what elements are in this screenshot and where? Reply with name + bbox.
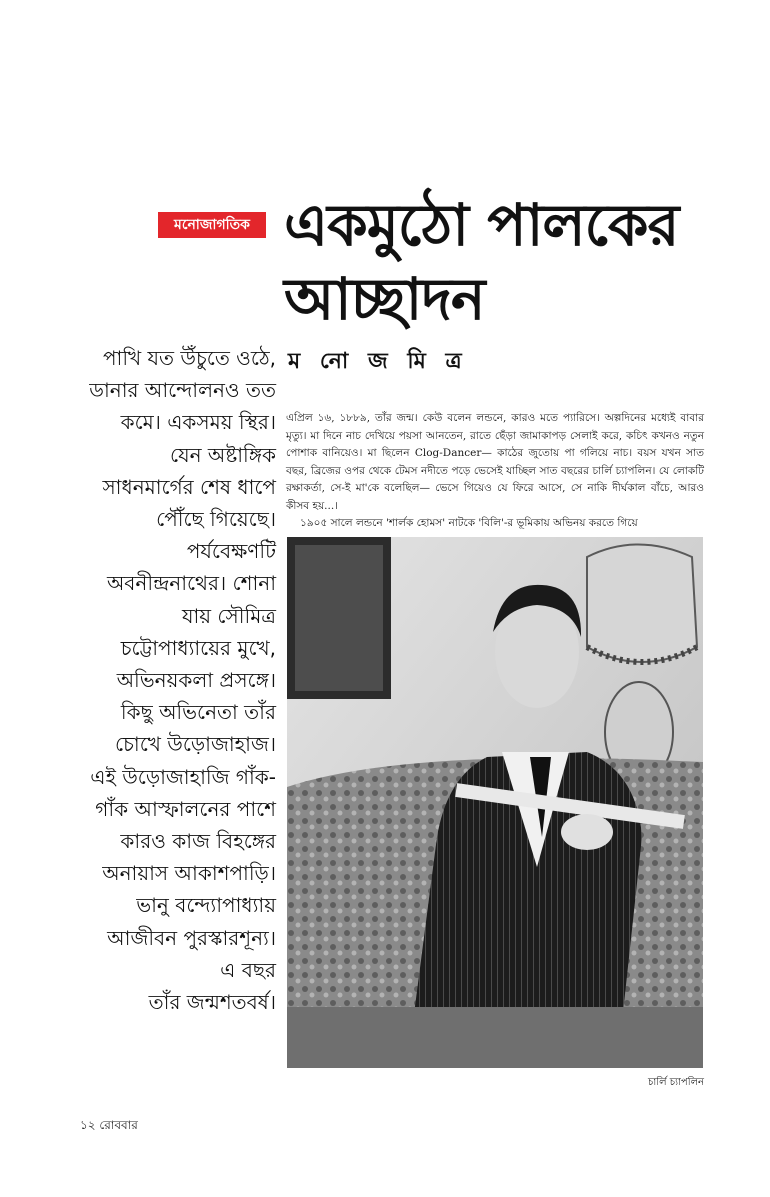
pullquote-line: যেন অষ্টাঙ্গিক <box>169 442 276 467</box>
pullquote-line: আজীবন পুরস্কারশূন্য। <box>107 925 276 950</box>
author-byline: ম নো জ মি ত্র <box>288 349 468 374</box>
pullquote-line: চট্টোপাধ্যায়ের মুখে, <box>120 635 276 660</box>
pullquote-line: অভিনয়কলা প্রসঙ্গে। <box>116 668 276 693</box>
pullquote-line: অবনীন্দ্রনাথের। শোনা <box>106 571 276 596</box>
pullquote-line: তাঁর জন্মশতবর্ষ। <box>148 990 276 1015</box>
pullquote-line: অনায়াস আকাশপাড়ি। <box>102 861 276 886</box>
portrait-photo-illustration <box>287 537 703 1068</box>
pullquote-line: কমে। একসময় স্থির। <box>120 410 276 435</box>
pullquote-line: যায় সৌমিত্র <box>181 603 276 628</box>
pullquote-line: কারও কাজ বিহঙ্গের <box>120 829 276 854</box>
body-paragraph: এপ্রিল ১৬, ১৮৮৯, তাঁর জন্ম। কেউ বলেন লন্ডনে, কারও মতে প্যারিসে। অল্পদিনের মধ্যেই বাবার মৃত্যু। মা দিনে নাচ দেখিয়ে পয়সা আনতেন, রাতে ছেঁড়া জামাকাপড় সেলাই করে, কচিৎ কখনও নতুন পোশাক বানিয়েও। মা ছিলেন Clog-Dancer— কাঠের জুতোয় পা গলিয়ে নাচ। বয়স যখন সাত বছর, ব্রিজের ওপর থেকে টেমস নদীতে পড়ে ভেসেই যাচ্ছিল সাত বছরের চার্লি চ্যাপলিন। যে লোকটি রক্ষাকর্তা, সে-ই মা'কে বলেছিল— ভেসে গিয়েও যে ফিরে আসে, সে নাকি দীর্ঘকাল বাঁচে, আরও কীসব হয়...। <box>286 412 704 512</box>
pullquote <box>80 342 276 1018</box>
pullquote-line: পর্যবেক্ষণটি <box>186 539 276 564</box>
body-paragraph: ১৯০৫ সালে লন্ডনে 'শার্লক হোমস' নাটকে 'বিলি'-র ভূমিকায় অভিনয় করতে গিয়ে <box>300 517 638 529</box>
pullquote-line: পৌঁছে গিয়েছে। <box>156 507 276 532</box>
pullquote-line: গাঁক আস্ফালনের পাশে <box>95 796 276 821</box>
portrait-photo <box>287 537 703 1068</box>
lamp-shade <box>587 545 697 663</box>
pullquote-line: সাধনমার্গের শেষ ধাপে <box>102 474 276 499</box>
page-folio: ১২ রোববার <box>80 1118 138 1132</box>
pullquote-line: এই উড়োজাহাজি গাঁক- <box>90 764 276 789</box>
section-tag: মনোজাগতিক <box>158 212 266 238</box>
pullquote-line: চোখে উড়োজাহাজ। <box>115 732 276 757</box>
article-body <box>286 410 704 533</box>
headline: একমুঠো পালকের আচ্ছাদন <box>284 191 679 333</box>
photo-caption: চার্লি চ্যাপলিন <box>647 1077 704 1088</box>
pullquote-line: এ বছর <box>220 957 276 982</box>
pullquote-line: ডানার আন্দোলনও তত <box>89 378 276 403</box>
pullquote-line: পাখি যত উঁচুতে ওঠে, <box>102 346 276 370</box>
pullquote-line: কিছু অভিনেতা তাঁর <box>120 700 276 725</box>
pullquote-line: ভানু বন্দ্যোপাধ্যায় <box>136 893 276 918</box>
